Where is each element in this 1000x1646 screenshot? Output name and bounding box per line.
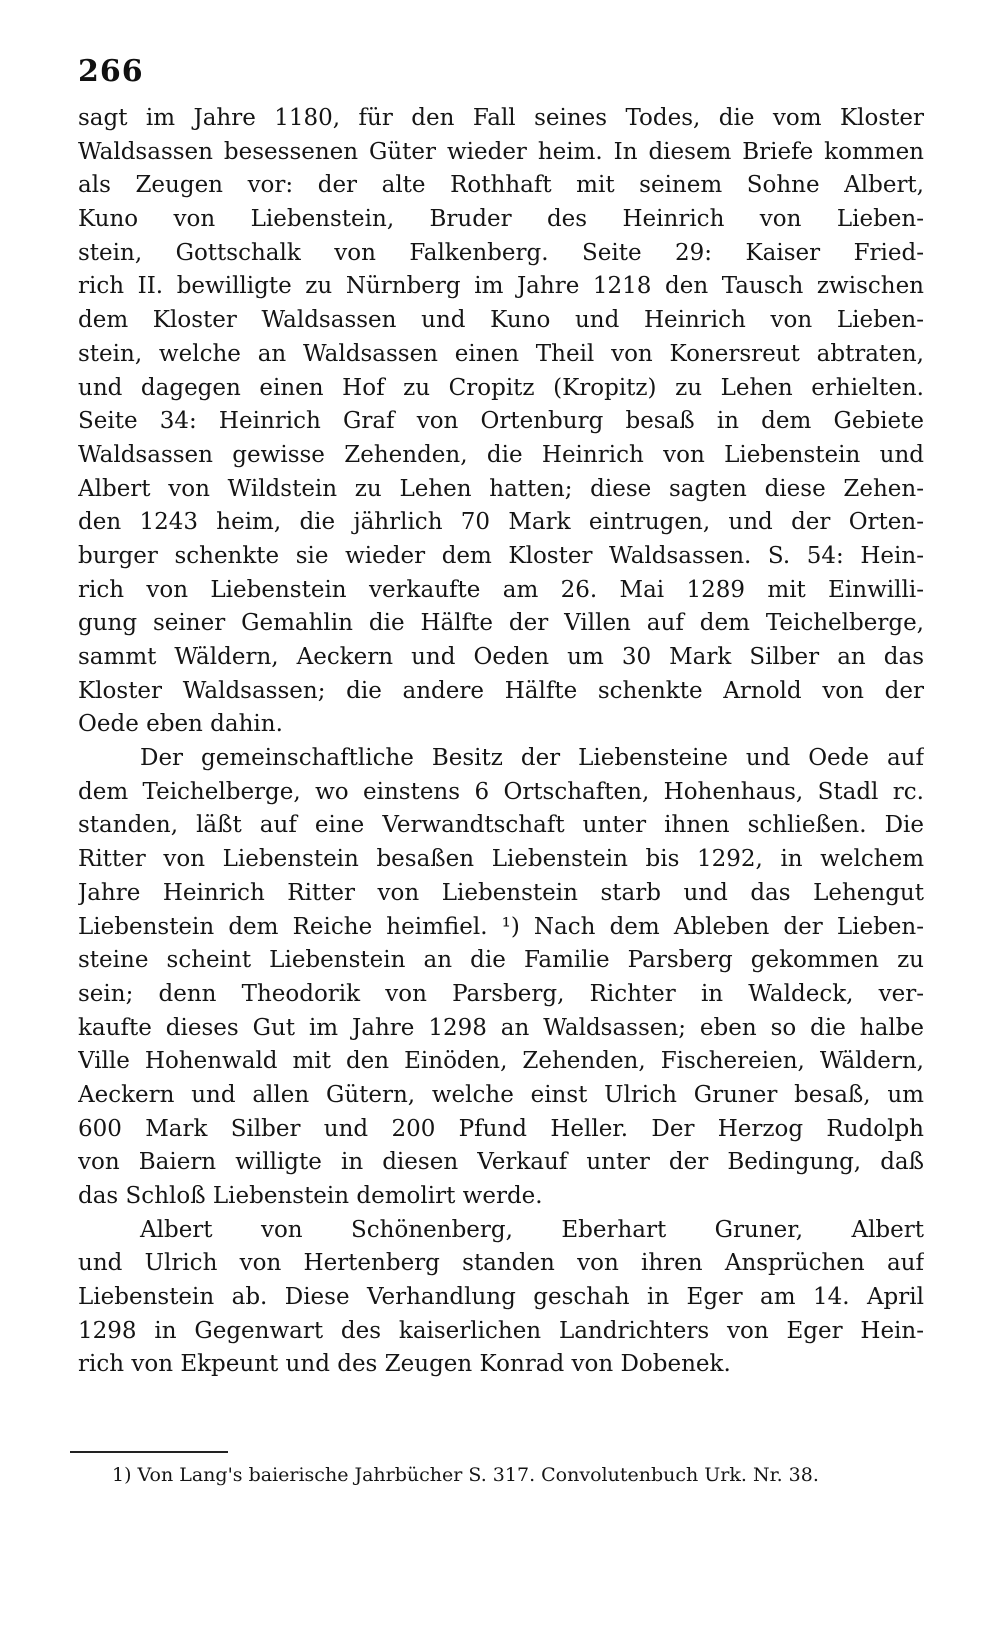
body-text: [78, 102, 924, 1382]
text-line: burger schenkte sie wieder dem Kloster Waldsassen. S. 54: Hein-: [78, 542, 924, 569]
text-line: Waldsassen besessenen Güter wieder heim. In diesem Briefe kommen: [78, 138, 924, 165]
text-line: dem Kloster Waldsassen und Kuno und Heinrich von Lieben-: [78, 307, 924, 334]
text-line: 1298 in Gegenwart des kaiserlichen Landrichters von Eger Hein-: [78, 1317, 924, 1344]
text-line: Waldsassen gewisse Zehenden, die Heinrich von Liebenstein und: [78, 441, 924, 468]
text-line: dem Teichelberge, wo einstens 6 Ortschaften, Hohenhaus, Stadl rc.: [78, 778, 924, 805]
text-line: Der gemeinschaftliche Besitz der Liebensteine und Oede auf: [140, 745, 924, 772]
text-line: das Schloß Liebenstein demolirt werde.: [78, 1183, 543, 1209]
text-line: standen, läßt auf eine Verwandtschaft unter ihnen schließen. Die: [78, 812, 924, 839]
page-number: 266: [78, 54, 144, 89]
text-line: rich von Ekpeunt und des Zeugen Konrad von Dobenek.: [78, 1351, 731, 1378]
text-line: Aeckern und allen Gütern, welche einst Ulrich Gruner besaß, um: [78, 1081, 924, 1108]
footnote-divider: [70, 1451, 228, 1453]
text-line: 600 Mark Silber und 200 Pfund Heller. Der Herzog Rudolph: [78, 1115, 924, 1142]
text-line: kaufte dieses Gut im Jahre 1298 an Waldsassen; eben so die halbe: [78, 1014, 924, 1041]
text-line: rich von Liebenstein verkaufte am 26. Mai 1289 mit Einwilli-: [78, 576, 924, 603]
text-line: Ritter von Liebenstein besaßen Liebenstein bis 1292, in welchem: [78, 846, 924, 873]
text-line: Albert von Schönenberg, Eberhart Gruner, Albert: [140, 1216, 924, 1243]
text-line: rich II. bewilligte zu Nürnberg im Jahre 1218 den Tausch zwischen: [78, 273, 924, 300]
text-line: Jahre Heinrich Ritter von Liebenstein starb und das Lehengut: [78, 879, 924, 906]
text-line: sammt Wäldern, Aeckern und Oeden um 30 Mark Silber an das: [78, 644, 924, 670]
text-line: und dagegen einen Hof zu Cropitz (Kropitz) zu Lehen erhielten.: [78, 374, 924, 401]
text-line: von Baiern willigte in diesen Verkauf unter der Bedingung, daß: [78, 1149, 924, 1176]
text-line: als Zeugen vor: der alte Rothhaft mit seinem Sohne Albert,: [78, 172, 924, 199]
text-line: Liebenstein dem Reiche heimfiel. ¹) Nach dem Ableben der Lieben-: [78, 913, 924, 940]
text-line: Kloster Waldsassen; die andere Hälfte schenkte Arnold von der: [78, 677, 924, 704]
text-line: gung seiner Gemahlin die Hälfte der Villen auf dem Teichelberge,: [78, 610, 924, 637]
text-line: stein, Gottschalk von Falkenberg. Seite 29: Kaiser Fried-: [78, 239, 924, 266]
footnote: 1) Von Lang's baierische Jahrbücher S. 317. Convolutenbuch Urk. Nr. 38.: [112, 1464, 819, 1486]
text-line: und Ulrich von Hertenberg standen von ihren Ansprüchen auf: [78, 1250, 924, 1277]
text-line: Albert von Wildstein zu Lehen hatten; diese sagten diese Zehen-: [78, 475, 924, 502]
text-line: Seite 34: Heinrich Graf von Ortenburg besaß in dem Gebiete: [78, 408, 924, 435]
text-line: Liebenstein ab. Diese Verhandlung geschah in Eger am 14. April: [78, 1284, 924, 1311]
text-line: Ville Hohenwald mit den Einöden, Zehenden, Fischereien, Wäldern,: [78, 1048, 924, 1075]
text-line: Kuno von Liebenstein, Bruder des Heinrich von Lieben-: [78, 206, 924, 233]
text-line: sein; denn Theodorik von Parsberg, Richter in Waldeck, ver-: [78, 980, 924, 1007]
text-line: stein, welche an Waldsassen einen Theil von Konersreut abtraten,: [78, 340, 924, 367]
text-line: sagt im Jahre 1180, für den Fall seines Todes, die vom Kloster: [78, 105, 924, 131]
text-line: Oede eben dahin.: [78, 711, 283, 738]
text-line: den 1243 heim, die jährlich 70 Mark eintrugen, und der Orten-: [78, 509, 924, 536]
text-line: steine scheint Liebenstein an die Familie Parsberg gekommen zu: [78, 947, 924, 974]
